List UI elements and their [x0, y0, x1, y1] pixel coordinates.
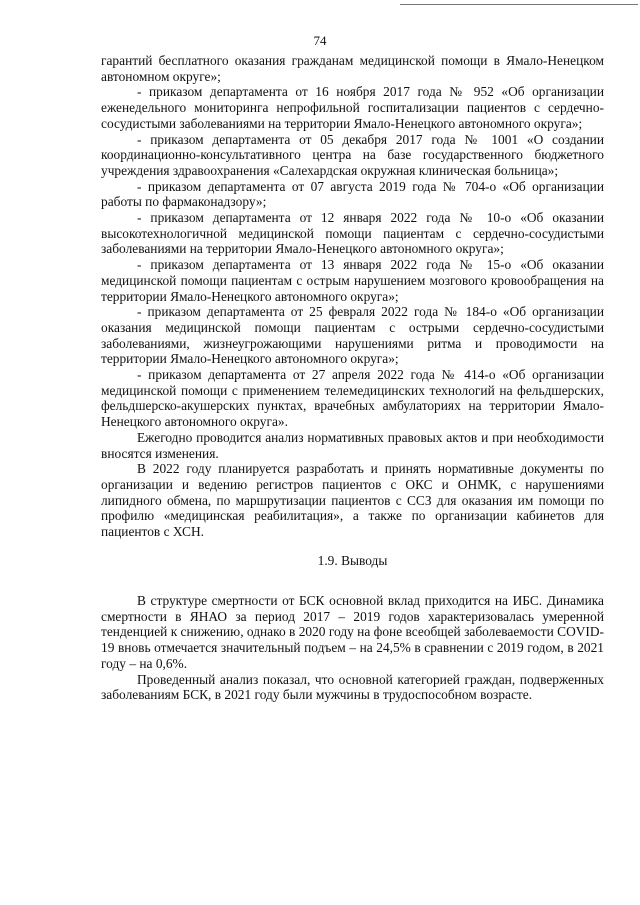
section-heading-wrap — [101, 553, 604, 569]
list-item: - приказом департамента от 25 февраля 2022 года № 184-о «Об организации оказания медицинской помощи пациентам с острыми сердечно-сосудистыми заболеваниями, жизнеугрожающими нарушениями ритма и проводимости на территории Ямало-Ненецкого автономного округа»; — [101, 304, 604, 367]
normative-acts-list — [101, 53, 604, 540]
list-item: - приказом департамента от 12 января 2022 года № 10-о «Об оказании высокотехнологичной медицинской помощи пациентам с сердечно-сосудистыми заболеваниями на территории Ямало-Ненецкого автономного округа»; — [101, 210, 604, 257]
list-item: - приказом департамента от 05 декабря 2017 года № 1001 «О создании координационно-консультативного центра на базе государственного бюджетного учреждения здравоохранения «Салехардская окружная клиническая больница»; — [101, 131, 604, 178]
list-item: - приказом департамента от 27 апреля 2022 года № 414-о «Об организации медицинской помощи с применением телемедицинских технологий на фельдшерских, фельдшерско-акушерских пунктах, врачебных амбулаториях на территории Ямало-Ненецкого автономного округа». — [101, 367, 604, 430]
list-item: - приказом департамента от 16 ноября 2017 года № 952 «Об организации еженедельного мониторинга непрофильной госпитализации пациентов с сердечно-сосудистыми заболеваниями на территории Ямало-Ненецкого автономного округа»; — [101, 84, 604, 131]
page-number: 74 — [313, 33, 327, 48]
list-item: гарантий бесплатного оказания гражданам медицинской помощи в Ямало-Ненецком автономном округе»; — [101, 53, 604, 84]
list-item: - приказом департамента от 13 января 2022 года № 15-о «Об оказании медицинской помощи пациентам с острым нарушением мозгового кровообращения на территории Ямало-Ненецкого автономного округа»; — [101, 257, 604, 304]
section-heading: 1.9. Выводы — [317, 553, 388, 568]
paragraph: В структуре смертности от БСК основной вклад приходится на ИБС. Динамика смертности в ЯНАО за период 2017 – 2019 годов характеризовалась умеренной тенденцией к снижению, однако в 2020 году на фоне всеобщей заболеваемости COVID-19 вновь отмечается значительный подъем – на 24,5% в сравнении с 2019 годом, в 2021 году – на 0,6%. — [101, 593, 604, 671]
paragraph: В 2022 году планируется разработать и принять нормативные документы по организации и ведению регистров пациентов с ОКС и ОНМК, с нарушениями липидного обмена, по маршрутизации пациентов с ССЗ для оказания им помощи по профилю «медицинская реабилитация», а также по организации кабинетов для пациентов с ХСН. — [101, 461, 604, 540]
conclusions-section — [101, 593, 604, 703]
list-item: - приказом департамента от 07 августа 2019 года № 704-о «Об организации работы по фармаконадзору»; — [101, 178, 604, 210]
paragraph: Ежегодно проводится анализ нормативных правовых актов и при необходимости вносятся изменения. — [101, 429, 604, 461]
paragraph: Проведенный анализ показал, что основной категорией граждан, подверженных заболеваниям БСК, в 2021 году были мужчины в трудоспособном возрасте. — [101, 671, 604, 703]
